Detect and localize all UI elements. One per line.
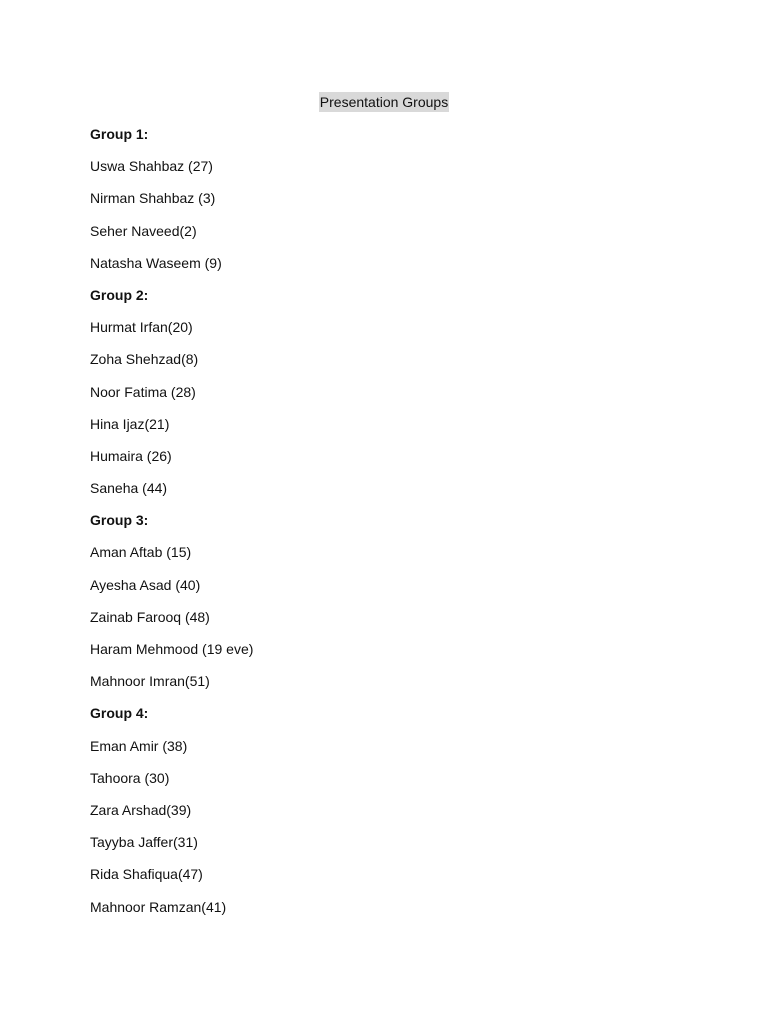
group-heading: Group 3: [90,512,149,529]
group-heading: Group 1: [90,126,149,142]
group-member: Zara Arshad(39) [90,801,192,818]
group-member: Humaira (26) [90,447,172,464]
group-member: Nirman Shahbaz (3) [90,190,216,207]
group-member: Zainab Farooq (48) [90,608,210,625]
document-title[interactable]: Presentation Groups [319,94,449,110]
group-member: Mahnoor Imran(51) [90,673,210,690]
group-member: Ayesha Asad (40) [90,576,201,593]
group-member: Tayyba Jaffer(31) [90,834,198,851]
group-member: Natasha Waseem (9) [90,254,222,271]
group-member: Saneha (44) [90,480,168,497]
group-heading: Group 4: [90,705,149,722]
document-body [90,124,690,929]
group-member: Hina Ijaz(21) [90,415,170,432]
group-member: Rida Shafiqua(47) [90,866,203,883]
group-member: Eman Amir (38) [90,737,188,754]
group-member: Hurmat Irfan(20) [90,319,193,336]
group-heading: Group 2: [90,286,149,303]
group-member: Uswa Shahbaz (27) [90,158,213,175]
group-member: Aman Aftab (15) [90,544,192,561]
group-member: Seher Naveed(2) [90,222,197,239]
title-wrapper [0,92,768,112]
group-member: Tahoora (30) [90,769,170,786]
group-member: Haram Mehmood (19 eve) [90,641,254,657]
group-member: Noor Fatima (28) [90,383,196,400]
group-member: Mahnoor Ramzan(41) [90,898,227,915]
group-member: Zoha Shehzad(8) [90,351,199,368]
